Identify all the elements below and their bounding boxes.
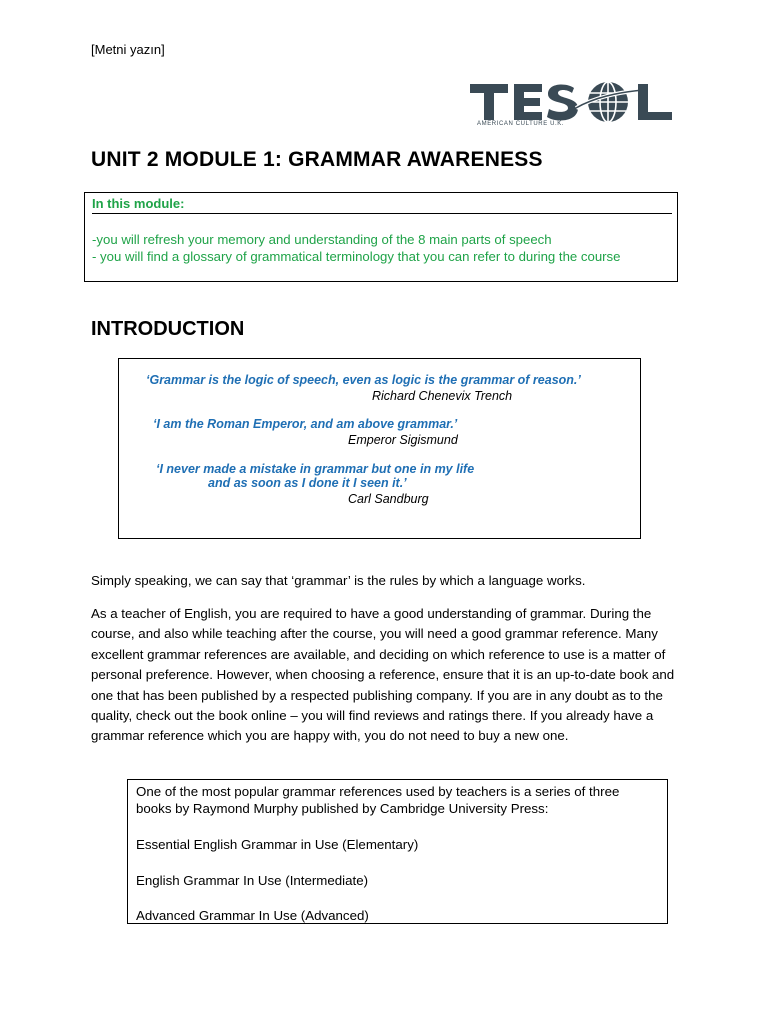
- quote-author: Carl Sandburg: [348, 492, 429, 506]
- box-intro-line: One of the most popular grammar references used by teachers is a series of three: [136, 784, 620, 799]
- logo-caption: AMERICAN CULTURE U.K.: [477, 121, 565, 127]
- quotes-box: [118, 358, 641, 539]
- module-objective: -you will refresh your memory and understanding of the 8 main parts of speech: [92, 232, 552, 247]
- quote-author: Emperor Sigismund: [348, 433, 458, 447]
- box-intro-line: books by Raymond Murphy published by Cambridge University Press:: [136, 801, 549, 816]
- quote-author: Richard Chenevix Trench: [372, 389, 513, 403]
- quote-text: ‘I am the Roman Emperor, and am above grammar.’: [153, 417, 458, 431]
- unit-title: UNIT 2 MODULE 1: GRAMMAR AWARENESS: [91, 148, 543, 171]
- header-placeholder: [Metni yazın]: [91, 42, 165, 57]
- book-title: English Grammar In Use (Intermediate): [136, 873, 369, 888]
- paragraph: As a teacher of English, you are required to have a good understanding of grammar. During the course, and also while teaching after the course, you will need a good grammar reference. Many excellent grammar references are available, and deciding on which reference to use is a matter of personal preference. However, when choosing a reference, ensure that it is an up-to-date book and one that has been published by a respected publishing company. If you are in any doubt as to the quality, check out the book online – you will find reviews and ratings there. If you already have a grammar reference which you are happy with, you do not need to buy a new one.: [91, 606, 675, 744]
- grammar-references-box: [127, 779, 668, 924]
- introduction-heading: INTRODUCTION: [91, 318, 245, 340]
- quote-text: ‘Grammar is the logic of speech, even as logic is the grammar of reason.’: [146, 373, 581, 387]
- paragraph: Simply speaking, we can say that ‘grammar’ is the rules by which a language works.: [91, 573, 586, 588]
- quote-text: ‘I never made a mistake in grammar but one in my life: [156, 462, 475, 476]
- module-objective: - you will find a glossary of grammatical terminology that you can refer to during the course: [92, 249, 621, 264]
- book-title: Essential English Grammar in Use (Elementary): [136, 837, 419, 852]
- book-title: Advanced Grammar In Use (Advanced): [136, 908, 369, 923]
- module-objectives: [92, 231, 676, 265]
- module-summary-box: [84, 192, 678, 282]
- module-heading: In this module:: [92, 196, 672, 214]
- quote-text: and as soon as I done it I seen it.’: [208, 476, 407, 490]
